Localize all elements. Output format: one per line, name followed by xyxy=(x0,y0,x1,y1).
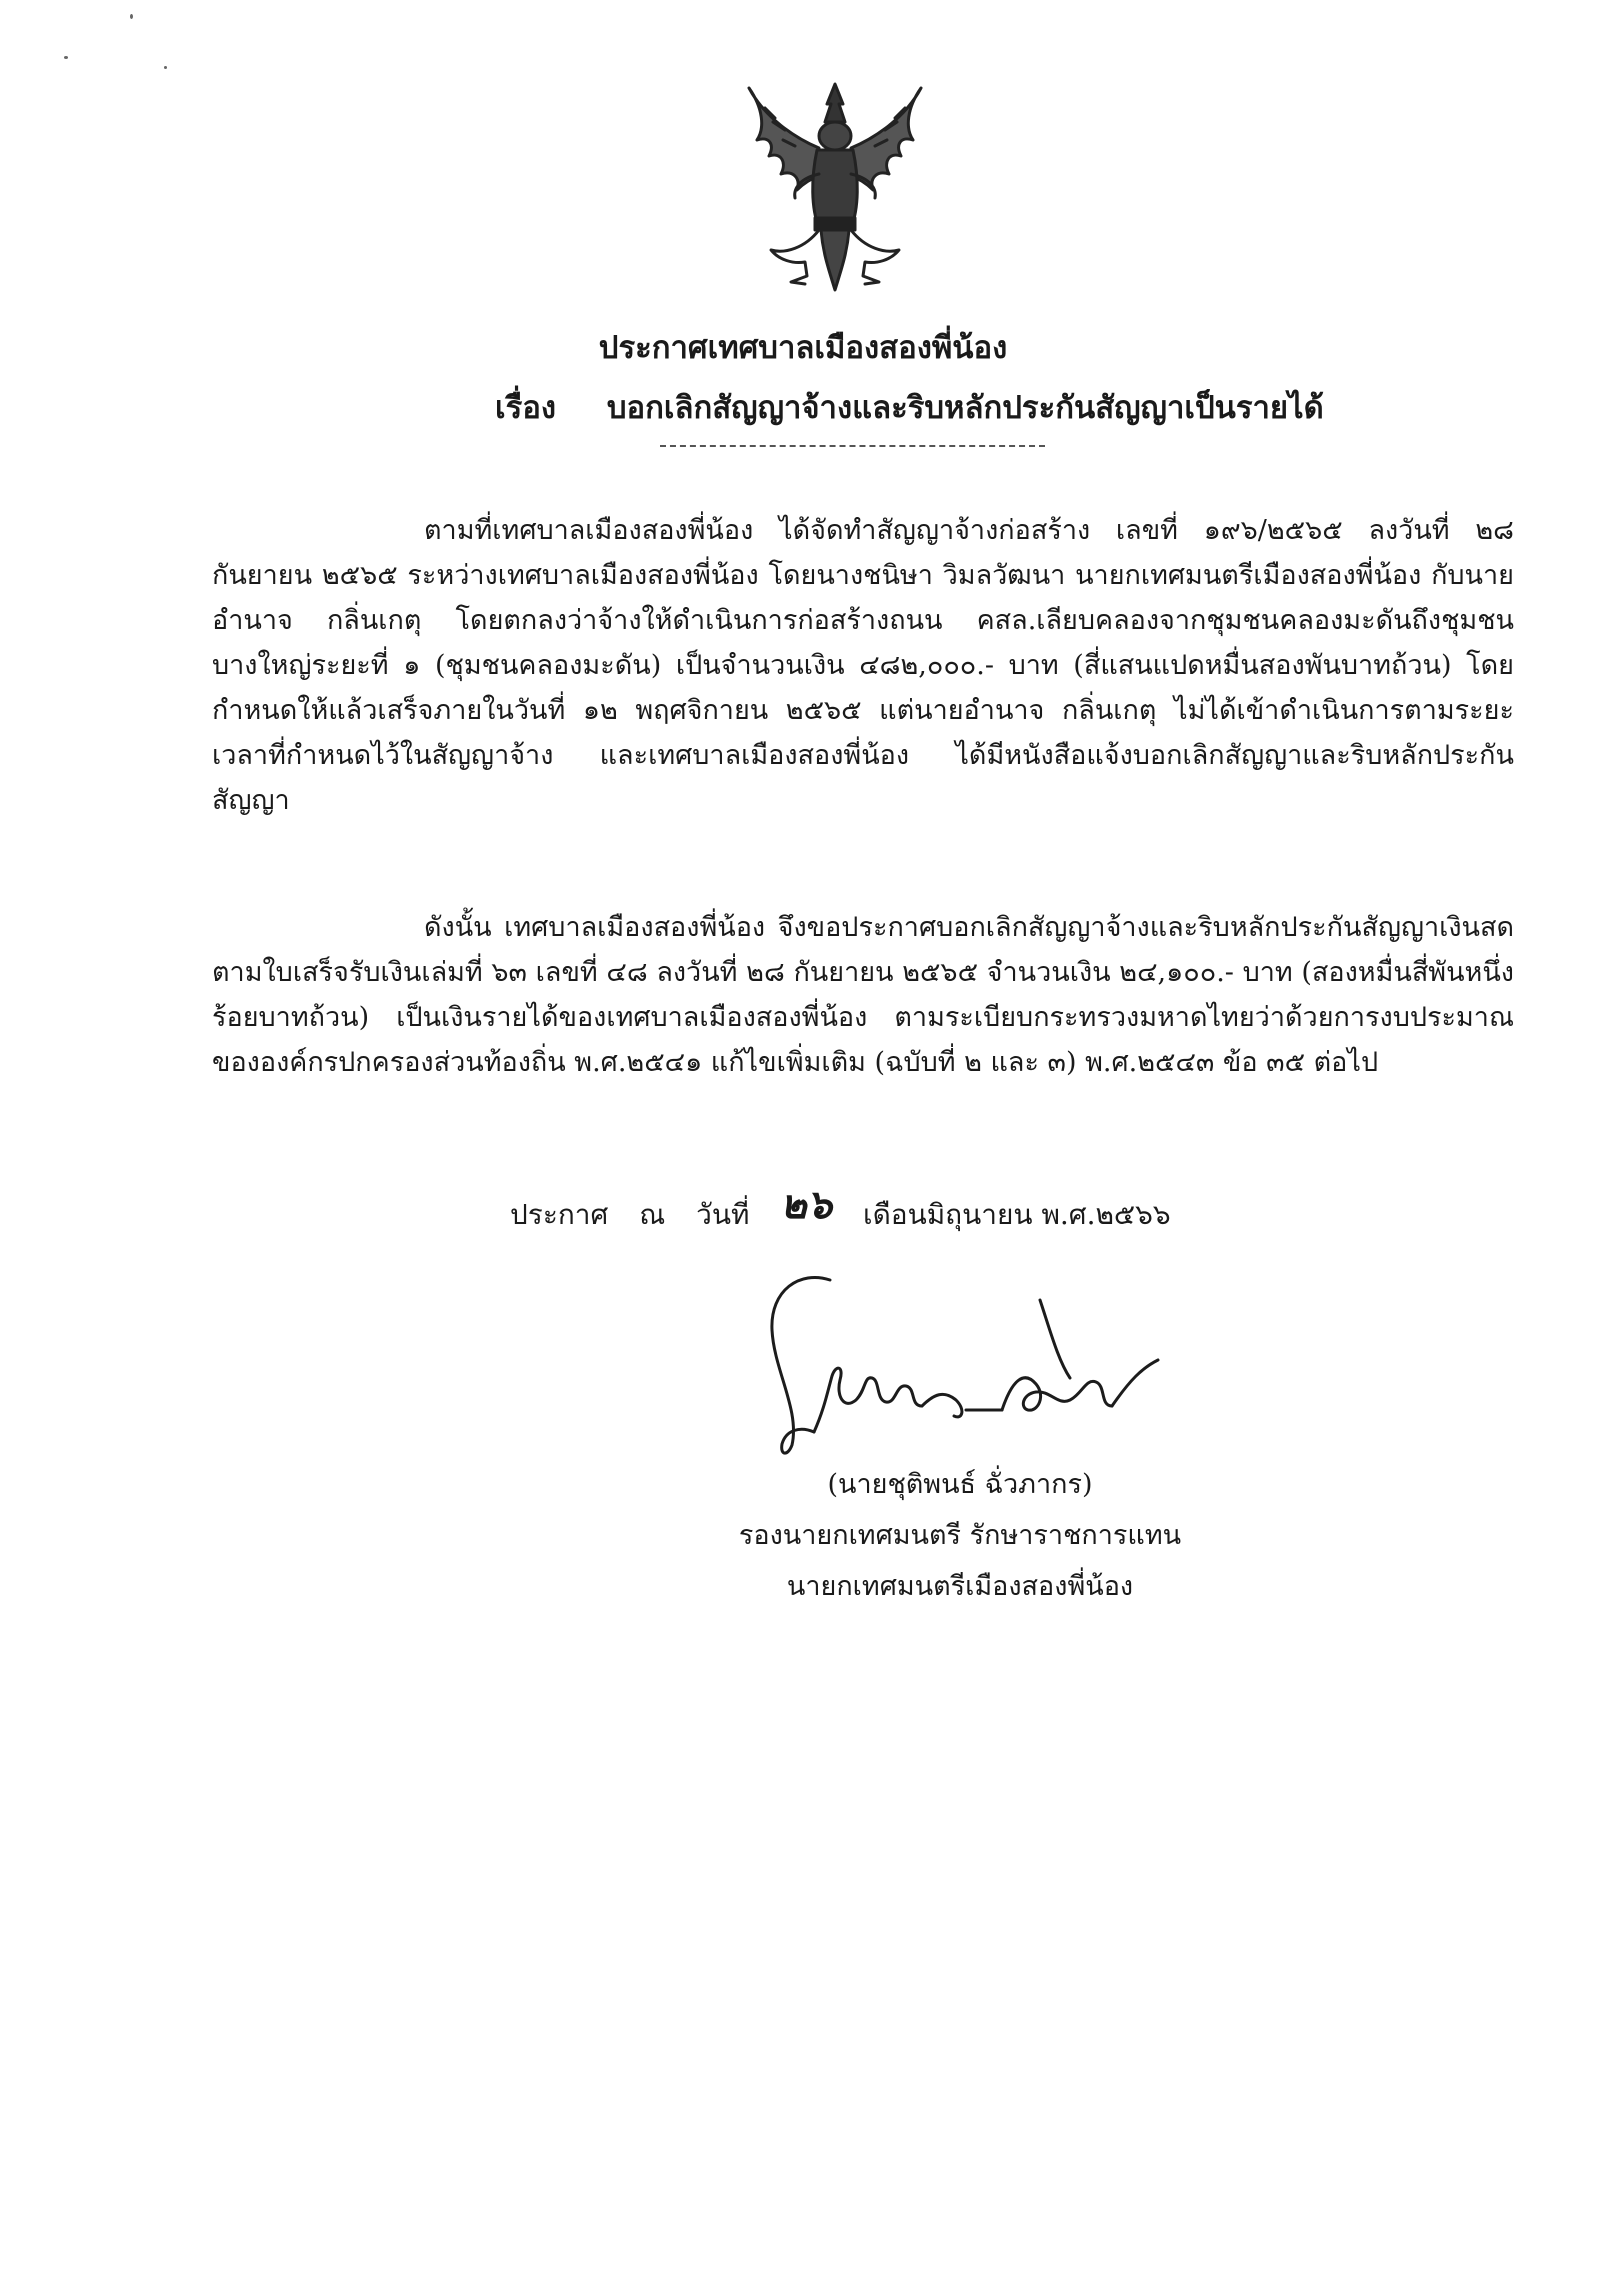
announcement-month-year: เดือนมิถุนายน พ.ศ.๒๕๖๖ xyxy=(863,1198,1171,1231)
announcement-at: ณ xyxy=(639,1198,666,1231)
scan-speck xyxy=(64,56,68,59)
document-subject-line xyxy=(495,390,1324,427)
scan-speck xyxy=(130,14,133,19)
announcement-prefix: ประกาศ xyxy=(510,1198,609,1231)
subject-text: บอกเลิกสัญญาจ้างและริบหลักประกันสัญญาเป็นรายได้ xyxy=(606,390,1324,426)
scan-speck xyxy=(164,66,167,69)
handwritten-signature xyxy=(740,1260,1170,1460)
announcement-day-label: วันที่ xyxy=(696,1198,750,1231)
announcement-date-line xyxy=(510,1178,1193,1242)
title-divider xyxy=(660,445,1045,447)
subject-label: เรื่อง xyxy=(495,390,557,426)
garuda-emblem-icon xyxy=(735,78,935,298)
document-issuer-title: ประกาศเทศบาลเมืองสองพี่น้อง xyxy=(598,330,1008,366)
body-paragraph-1: ตามที่เทศบาลเมืองสองพี่น้อง ได้จัดทำสัญญาจ้างก่อสร้าง เลขที่ ๑๙๖/๒๕๖๕ ลงวันที่ ๒๘ กันยายน ๒๕๖๕ ระหว่างเทศบาลเมืองสองพี่น้อง โดยนางชนิษา วิมลวัฒนา นายกเทศมนตรีเมืองสองพี่น้อง กับนายอำนาจ กลิ่นเกตุ โดยตกลงว่าจ้างให้ดำเนินการก่อสร้างถนน คสล.เลียบคลองจากชุมชนคลองมะดันถึงชุมชนบางใหญ่ระยะที่ ๑ (ชุมชนคลองมะดัน) เป็นจำนวนเงิน ๔๘๒,๐๐๐.- บาท (สี่แสนแปดหมื่นสองพันบาทถ้วน) โดยกำหนดให้แล้วเสร็จภายในวันที่ ๑๒ พฤศจิกายน ๒๕๖๕ แต่นายอำนาจ กลิ่นเกตุ ไม่ได้เข้าดำเนินการตามระยะเวลาที่กำหนดไว้ในสัญญาจ้าง และเทศบาลเมืองสองพี่น้อง ได้มีหนังสือแจ้งบอกเลิกสัญญาและริบหลักประกันสัญญา xyxy=(212,515,1514,816)
body-paragraph-2: ดังนั้น เทศบาลเมืองสองพี่น้อง จึงขอประกาศบอกเลิกสัญญาจ้างและริบหลักประกันสัญญาเงินสดตามใบเสร็จรับเงินเล่มที่ ๖๓ เลขที่ ๔๘ ลงวันที่ ๒๘ กันยายน ๒๕๖๕ จำนวนเงิน ๒๔,๑๐๐.- บาท (สองหมื่นสี่พันหนึ่งร้อยบาทถ้วน) เป็นเงินรายได้ของเทศบาลเมืองสองพี่น้อง ตามระเบียบกระทรวงมหาดไทยว่าด้วยการงบประมาณขององค์กรปกครองส่วนท้องถิ่น พ.ศ.๒๕๔๑ แก้ไขเพิ่มเติม (ฉบับที่ ๒ และ ๓) พ.ศ.๒๕๔๓ ข้อ ๓๕ ต่อไป xyxy=(212,912,1514,1078)
signatory-position-line-2: นายกเทศมนตรีเมืองสองพี่น้อง xyxy=(786,1571,1134,1602)
signatory-position-line-1: รองนายกเทศมนตรี รักษาราชการแทน xyxy=(738,1520,1182,1551)
signatory-name: (นายชุติพนธ์ ฉั่วภากร) xyxy=(827,1469,1093,1500)
announcement-day-handwritten: ๒๖ xyxy=(780,1182,833,1228)
